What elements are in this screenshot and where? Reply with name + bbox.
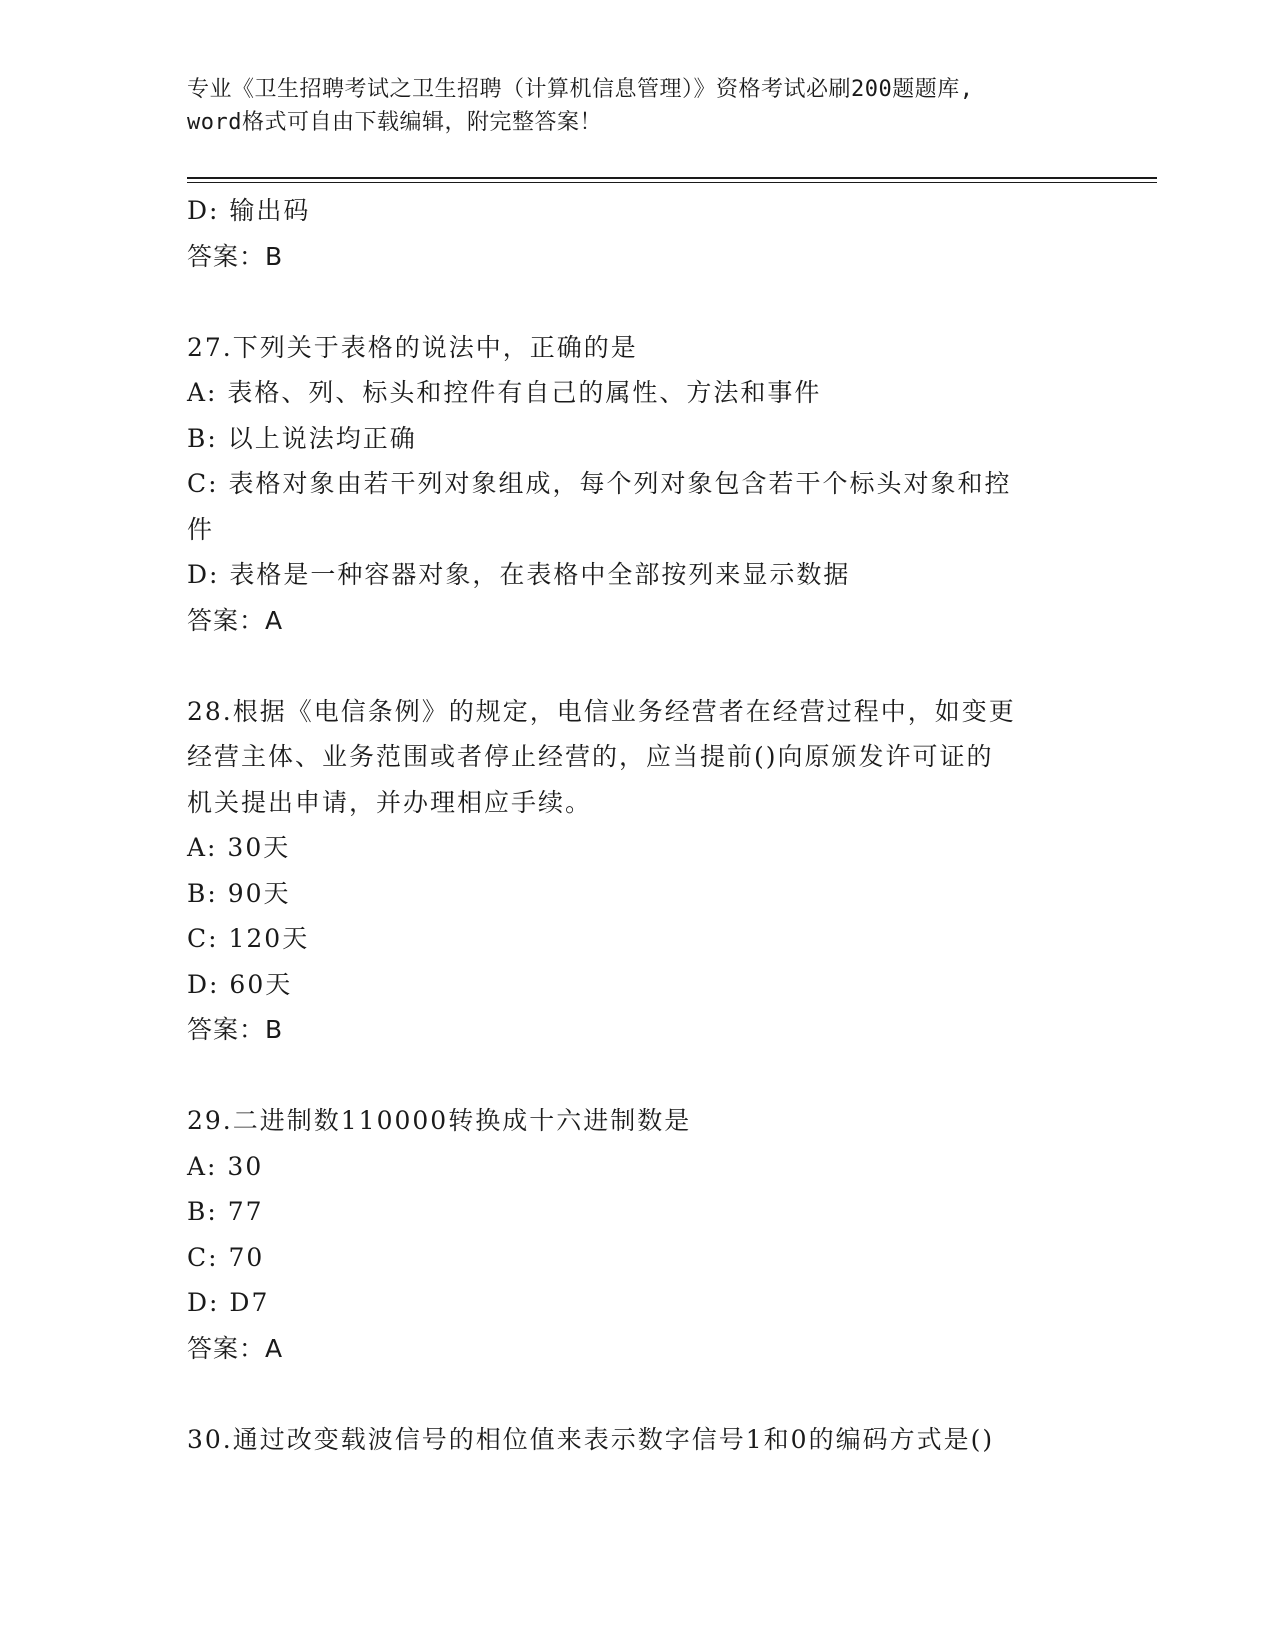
option-c: C: 70 xyxy=(187,1242,265,1272)
question-stem: 29.二进制数110000转换成十六进制数是 xyxy=(187,1106,692,1135)
option-b: B: 77 xyxy=(187,1197,264,1226)
question-30 xyxy=(187,1417,1077,1463)
question-content xyxy=(187,188,1077,1462)
header-divider-thin xyxy=(187,182,1157,183)
answer: 答案：A xyxy=(187,1333,284,1363)
option-c: C: 120天 xyxy=(187,924,310,953)
spacer xyxy=(187,643,1077,689)
document-header xyxy=(187,73,1067,139)
question-27 xyxy=(187,325,1077,644)
option-a: A: 表格、列、标头和控件有自己的属性、方法和事件 xyxy=(187,378,822,407)
header-divider-thick xyxy=(187,177,1157,179)
question-stem-line-3: 机关提出申请，并办理相应手续。 xyxy=(187,787,593,817)
spacer xyxy=(187,1053,1077,1099)
question-29 xyxy=(187,1098,1077,1371)
option-d: D: 60天 xyxy=(187,969,293,999)
spacer xyxy=(187,1371,1077,1417)
question-stem: 30.通过改变载波信号的相位值来表示数字信号1和0的编码方式是() xyxy=(187,1424,995,1454)
option-a: A: 30 xyxy=(187,1151,264,1181)
option-c-continued: 件 xyxy=(187,514,215,544)
option-d: D: D7 xyxy=(187,1288,270,1317)
question-stem: 28.根据《电信条例》的规定，电信业务经营者在经营过程中，如变更 xyxy=(187,696,1016,726)
question-stem-line-2: 经营主体、业务范围或者停止经营的，应当提前()向原颁发许可证的 xyxy=(187,742,994,771)
header-title-line-2: word格式可自由下载编辑，附完整答案！ xyxy=(187,110,602,135)
answer: 答案：B xyxy=(187,1015,284,1044)
question-stem: 27.下列关于表格的说法中，正确的是 xyxy=(187,332,638,362)
option-a: A: 30天 xyxy=(187,833,291,862)
option-b: B: 以上说法均正确 xyxy=(187,423,417,453)
spacer xyxy=(187,279,1077,325)
question-28 xyxy=(187,689,1077,1053)
header-title-line-1: 专业《卫生招聘考试之卫生招聘（计算机信息管理）》资格考试必刷200题题库, xyxy=(187,77,974,102)
prev-option-d: D: 输出码 xyxy=(187,196,311,225)
option-d: D: 表格是一种容器对象，在表格中全部按列来显示数据 xyxy=(187,560,851,589)
option-b: B: 90天 xyxy=(187,878,291,908)
option-c: C: 表格对象由若干列对象组成，每个列对象包含若干个标头对象和控 xyxy=(187,469,1012,498)
answer: 答案：A xyxy=(187,605,284,635)
prev-answer: 答案：B xyxy=(187,241,284,271)
